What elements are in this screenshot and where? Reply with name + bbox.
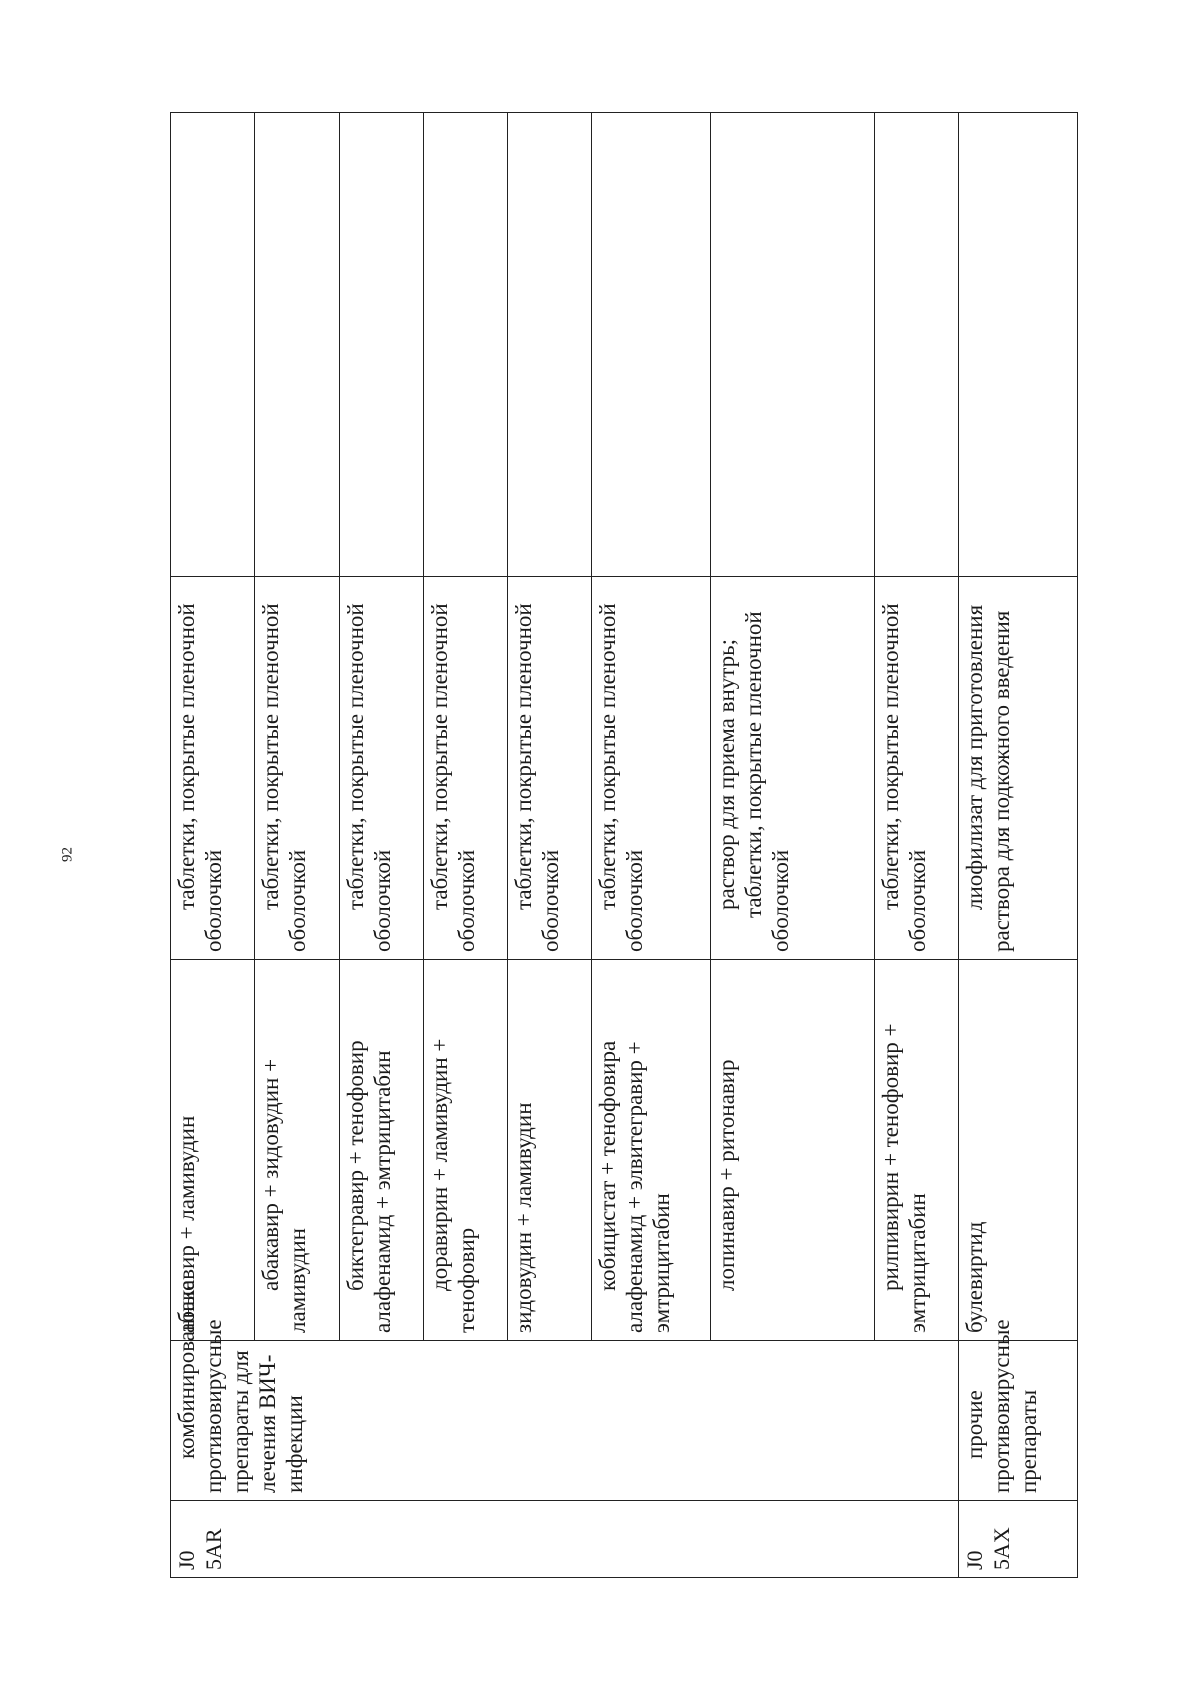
notes-cell: [711, 113, 874, 577]
dosage-form: таблетки, покрытые пленочной оболочкой: [592, 577, 711, 960]
notes-cell: [874, 113, 958, 577]
table-row: [958, 113, 1077, 1578]
group-name: прочие противовирусные препараты: [958, 1341, 1077, 1501]
notes-cell: [423, 113, 507, 577]
dosage-form-line: таблетки, покрытые пленочной оболочкой: [741, 611, 794, 952]
drug-name: рилпивирин + тенофовир + эмтрицитабин: [874, 960, 958, 1341]
drug-name: биктегравир + тенофовир алафенамид + эмтрицитабин: [339, 960, 423, 1341]
notes-cell: [958, 113, 1077, 577]
drug-name: абакавир + ламивудин: [171, 960, 255, 1341]
drug-name: лопинавир + ритонавир: [711, 960, 874, 1341]
dosage-form: таблетки, покрытые пленочной оболочкой: [255, 577, 339, 960]
drug-table: [170, 112, 1078, 1578]
atc-code: J0 5AR: [171, 1501, 959, 1578]
dosage-form: таблетки, покрытые пленочной оболочкой: [874, 577, 958, 960]
table-row: [171, 113, 255, 1578]
drug-name: булевиртид: [958, 960, 1077, 1341]
dosage-form: [711, 577, 874, 960]
group-name: комбинированные противовирусные препараты для лечения ВИЧ-инфекции: [171, 1341, 959, 1501]
dosage-form-line: раствор для приема внутрь;: [714, 639, 740, 910]
notes-cell: [171, 113, 255, 577]
drug-name: доравирин + ламивудин + тенофовир: [423, 960, 507, 1341]
drug-name: кобицистат + тенофовира алафенамид + элвитегравир + эмтрицитабин: [592, 960, 711, 1341]
dosage-form: таблетки, покрытые пленочной оболочкой: [508, 577, 592, 960]
page-number: 92: [59, 847, 76, 862]
notes-cell: [508, 113, 592, 577]
notes-cell: [592, 113, 711, 577]
dosage-form: таблетки, покрытые пленочной оболочкой: [171, 577, 255, 960]
drug-table-container: [170, 112, 1078, 1578]
notes-cell: [255, 113, 339, 577]
notes-cell: [339, 113, 423, 577]
drug-name: абакавир + зидовудин + ламивудин: [255, 960, 339, 1341]
drug-name: зидовудин + ламивудин: [508, 960, 592, 1341]
dosage-form: лиофилизат для приготовления раствора для подкожного введения: [958, 577, 1077, 960]
atc-code: J0 5AX: [958, 1501, 1077, 1578]
dosage-form: таблетки, покрытые пленочной оболочкой: [339, 577, 423, 960]
dosage-form: таблетки, покрытые пленочной оболочкой: [423, 577, 507, 960]
